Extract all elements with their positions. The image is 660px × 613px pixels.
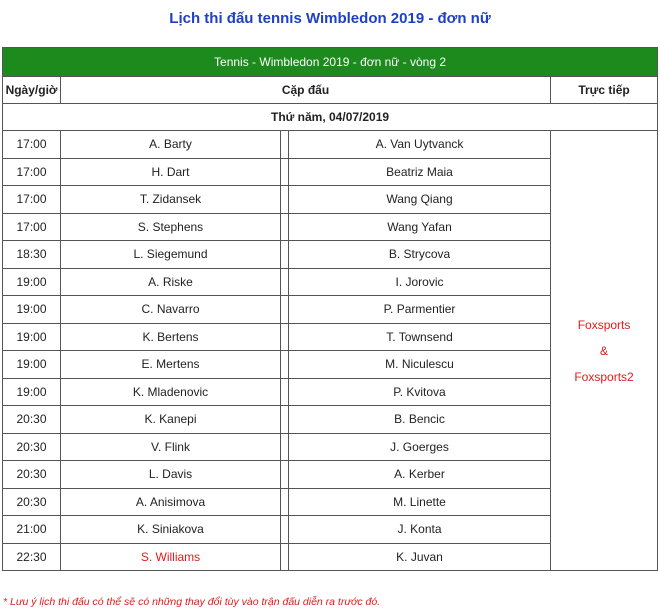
channel-line1: Foxsports <box>577 317 631 332</box>
player-2: P. Kvitova <box>289 378 551 406</box>
match-time: 17:00 <box>3 158 61 186</box>
player-2: B. Strycova <box>289 241 551 269</box>
vs-separator <box>281 406 289 434</box>
player-1: V. Flink <box>61 433 281 461</box>
player-1: K. Kanepi <box>61 406 281 434</box>
player-1: S. Williams <box>61 543 281 571</box>
channel-line2: & <box>600 343 609 358</box>
player-1: K. Siniakova <box>61 516 281 544</box>
player-1: K. Bertens <box>61 323 281 351</box>
match-time: 20:30 <box>3 433 61 461</box>
player-1: T. Zidansek <box>61 186 281 214</box>
vs-separator <box>281 461 289 489</box>
player-1: C. Navarro <box>61 296 281 324</box>
player-2: A. Kerber <box>289 461 551 489</box>
vs-separator <box>281 158 289 186</box>
column-header-match: Cặp đấu <box>61 77 551 104</box>
player-2: K. Juvan <box>289 543 551 571</box>
player-1: L. Davis <box>61 461 281 489</box>
vs-separator <box>281 351 289 379</box>
match-time: 19:00 <box>3 378 61 406</box>
player-1: H. Dart <box>61 158 281 186</box>
match-time: 18:30 <box>3 241 61 269</box>
page-title: Lịch thi đấu tennis Wimbledon 2019 - đơn nữ <box>169 10 491 27</box>
column-header-live: Trực tiếp <box>551 77 658 104</box>
vs-separator <box>281 296 289 324</box>
vs-separator <box>281 488 289 516</box>
match-date: Thứ năm, 04/07/2019 <box>3 104 658 131</box>
match-time: 17:00 <box>3 186 61 214</box>
player-2: J. Goerges <box>289 433 551 461</box>
player-1: S. Stephens <box>61 213 281 241</box>
vs-separator <box>281 543 289 571</box>
vs-separator <box>281 433 289 461</box>
match-time: 20:30 <box>3 406 61 434</box>
match-time: 20:30 <box>3 488 61 516</box>
player-1: E. Mertens <box>61 351 281 379</box>
player-1: L. Siegemund <box>61 241 281 269</box>
vs-separator <box>281 323 289 351</box>
player-2: M. Niculescu <box>289 351 551 379</box>
player-1: K. Mladenovic <box>61 378 281 406</box>
player-2: P. Parmentier <box>289 296 551 324</box>
table-heading: Tennis - Wimbledon 2019 - đơn nữ - vòng 2 <box>3 48 658 77</box>
player-2: T. Townsend <box>289 323 551 351</box>
match-time: 17:00 <box>3 131 61 159</box>
match-time: 20:30 <box>3 461 61 489</box>
schedule-table <box>2 47 658 571</box>
player-2: J. Konta <box>289 516 551 544</box>
column-header-row <box>3 77 658 104</box>
match-time: 19:00 <box>3 351 61 379</box>
match-time: 19:00 <box>3 268 61 296</box>
match-time: 19:00 <box>3 323 61 351</box>
channel-line3: Foxsports2 <box>574 369 634 384</box>
player-2: Wang Yafan <box>289 213 551 241</box>
player-1: A. Anisimova <box>61 488 281 516</box>
vs-separator <box>281 268 289 296</box>
vs-separator <box>281 516 289 544</box>
date-row <box>3 104 658 131</box>
match-time: 19:00 <box>3 296 61 324</box>
vs-separator <box>281 241 289 269</box>
player-2: Beatriz Maia <box>289 158 551 186</box>
match-time: 17:00 <box>3 213 61 241</box>
vs-separator <box>281 186 289 214</box>
player-2: A. Van Uytvanck <box>289 131 551 159</box>
column-header-time: Ngày/giờ <box>3 77 61 104</box>
match-time: 21:00 <box>3 516 61 544</box>
table-heading-row <box>3 48 658 77</box>
player-2: M. Linette <box>289 488 551 516</box>
player-2: B. Bencic <box>289 406 551 434</box>
vs-separator <box>281 378 289 406</box>
player-2: I. Jorovic <box>289 268 551 296</box>
vs-separator <box>281 213 289 241</box>
schedule-note: * Lưu ý lịch thi đấu có thể sẽ có những thay đổi tùy vào trận đấu diễn ra trước đó. <box>3 596 381 608</box>
player-1: A. Barty <box>61 131 281 159</box>
player-2: Wang Qiang <box>289 186 551 214</box>
vs-separator <box>281 131 289 159</box>
player-1: A. Riske <box>61 268 281 296</box>
match-time: 22:30 <box>3 543 61 571</box>
broadcast-channel <box>551 131 658 571</box>
match-row <box>3 131 658 159</box>
